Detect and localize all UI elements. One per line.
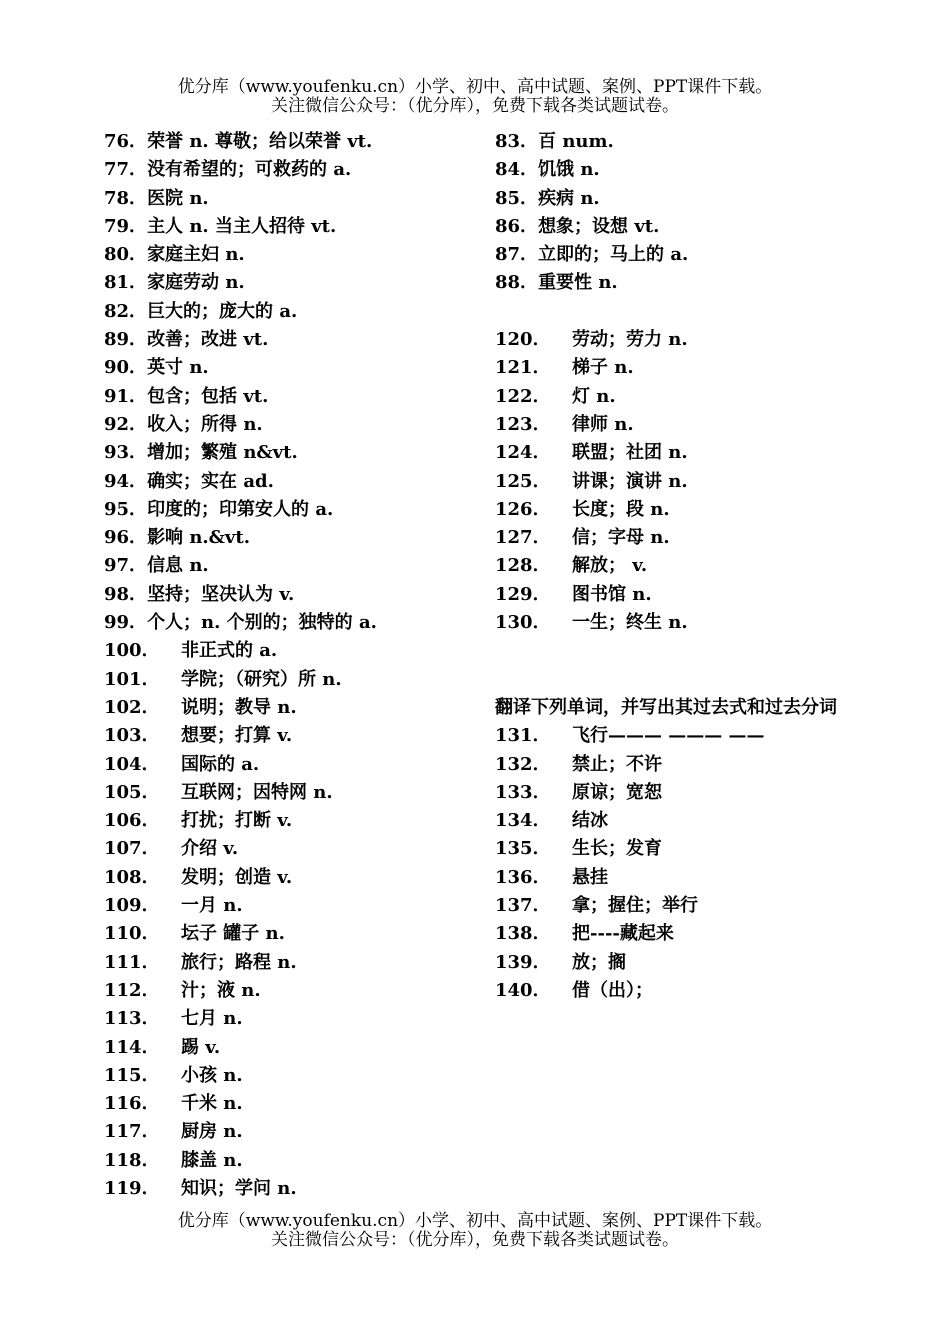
item-number: 108．: [104, 866, 160, 888]
item-text: 家庭主妇 n.: [147, 244, 245, 266]
vocab-item: [495, 807, 855, 835]
vocab-item: [495, 552, 855, 580]
item-text: 影响 n.&vt.: [147, 527, 250, 549]
item-text: 悬挂: [572, 866, 608, 888]
item-text: 互联网；因特网 n.: [181, 781, 333, 803]
vocab-item: [104, 807, 484, 835]
item-text: 荣誉 n. 尊敬；给以荣誉 vt.: [147, 131, 373, 152]
vocab-item: [104, 835, 484, 863]
item-number: 118．: [104, 1149, 160, 1171]
item-text: 千米 n.: [181, 1093, 243, 1115]
vocab-item: [104, 439, 484, 467]
item-number: 88．: [495, 272, 539, 294]
header-line-1: 优分库（www.youfenku.cn）小学、初中、高中试题、案例、PPT课件下载。: [177, 77, 773, 97]
item-number: 93．: [104, 442, 148, 464]
vocab-item: [104, 1062, 484, 1090]
vocab-item: [104, 213, 484, 241]
item-number: 91．: [104, 385, 148, 407]
item-number: 125．: [495, 470, 551, 492]
vocab-item: [104, 666, 484, 694]
item-text: 长度；段 n.: [572, 498, 670, 520]
item-text: 没有希望的；可救药的 a.: [147, 159, 352, 181]
item-text: 说明；教导 n.: [181, 696, 297, 718]
item-number: 77．: [104, 159, 148, 181]
item-number: 101．: [104, 668, 160, 690]
item-number: 139．: [495, 951, 551, 973]
item-number: 136．: [495, 866, 551, 888]
item-text: 饥饿 n.: [538, 159, 600, 181]
item-text: 汁；液 n.: [181, 979, 261, 1001]
item-number: 86．: [495, 215, 539, 237]
vocab-item: [104, 298, 484, 326]
item-number: 133．: [495, 781, 551, 803]
item-text: 想象；设想 vt.: [538, 215, 660, 237]
vocab-item: [104, 411, 484, 439]
item-text: 解放； v.: [572, 555, 648, 577]
item-text: 一生；终生 n.: [572, 612, 688, 634]
item-number: 110．: [104, 923, 160, 945]
item-number: 116．: [104, 1093, 160, 1115]
item-text: 信；字母 n.: [572, 527, 670, 549]
vocab-item: [495, 468, 855, 496]
vocab-item: [495, 326, 855, 354]
item-text: 改善；改进 vt.: [147, 329, 269, 351]
item-text: 劳动；劳力 n.: [572, 329, 688, 351]
vocab-item: [495, 977, 855, 1005]
left-column: [104, 128, 484, 1203]
item-text: 结冰: [572, 810, 608, 832]
vocab-item: [104, 1175, 484, 1203]
item-text: 医院 n.: [147, 187, 209, 209]
item-text: 疾病 n.: [538, 187, 600, 209]
vocab-item: [104, 920, 484, 948]
item-number: 119．: [104, 1177, 160, 1199]
item-text: 厨房 n.: [181, 1121, 243, 1143]
vocab-item: [495, 581, 855, 609]
vocab-item: [495, 524, 855, 552]
vocab-item: [495, 241, 855, 269]
item-number: 128．: [495, 555, 551, 577]
vocab-item: [495, 213, 855, 241]
item-number: 131．: [495, 725, 551, 747]
vocab-item: [104, 241, 484, 269]
vocab-item: [104, 1090, 484, 1118]
item-text: 家庭劳动 n.: [147, 272, 245, 294]
item-text: 生长；发育: [572, 838, 662, 860]
item-text: 禁止；不许: [572, 753, 662, 775]
item-text: 坚持；坚决认为 v.: [147, 583, 295, 605]
item-number: 80．: [104, 244, 148, 266]
vocab-item: [495, 835, 855, 863]
item-text: 个人；n. 个别的；独特的 a.: [147, 612, 377, 634]
item-number: 83．: [495, 131, 539, 152]
item-text: 膝盖 n.: [181, 1149, 243, 1171]
item-number: 99．: [104, 612, 148, 634]
item-text: 立即的；马上的 a.: [538, 244, 689, 266]
vocab-item: [495, 920, 855, 948]
item-text: 一月 n.: [181, 895, 243, 917]
item-text: 旅行；路程 n.: [181, 951, 297, 973]
vocab-item: [104, 1005, 484, 1033]
item-number: 127．: [495, 527, 551, 549]
item-number: 134．: [495, 810, 551, 832]
item-text: 把----藏起来: [572, 923, 674, 945]
vocab-group-b: [495, 326, 855, 637]
item-text: 坛子 罐子 n.: [181, 923, 285, 945]
vocab-item: [104, 892, 484, 920]
item-text: 梯子 n.: [572, 357, 634, 379]
item-text: 知识；学问 n.: [181, 1177, 297, 1199]
item-text: 图书馆 n.: [572, 583, 652, 605]
item-text: 确实；实在 ad.: [147, 470, 274, 492]
item-text: 灯 n.: [572, 385, 616, 407]
vocab-item: [104, 751, 484, 779]
vocab-item: [104, 128, 484, 156]
vocab-item: [495, 949, 855, 977]
item-number: 130．: [495, 612, 551, 634]
footer-line-2: 关注微信公众号：（优分库），免费下载各类试题试卷。: [271, 1230, 679, 1250]
item-text: 介绍 v.: [181, 838, 239, 860]
item-text: 借（出）；: [572, 979, 653, 1001]
vocab-item: [104, 949, 484, 977]
page-header: [0, 78, 950, 116]
item-number: 100．: [104, 640, 160, 662]
item-number: 84．: [495, 159, 539, 181]
page-footer: [0, 1212, 950, 1250]
item-text: 英寸 n.: [147, 357, 209, 379]
item-text: 讲课；演讲 n.: [572, 470, 688, 492]
item-number: 120．: [495, 329, 551, 351]
vocab-item: [104, 581, 484, 609]
item-text: 收入；所得 n.: [147, 413, 263, 435]
item-number: 102．: [104, 696, 160, 718]
item-number: 109．: [104, 895, 160, 917]
item-number: 104．: [104, 753, 160, 775]
item-text: 重要性 n.: [538, 272, 618, 294]
item-number: 137．: [495, 895, 551, 917]
item-number: 96．: [104, 527, 148, 549]
vocab-item: [495, 751, 855, 779]
item-number: 103．: [104, 725, 160, 747]
item-text: 放；搁: [572, 951, 626, 973]
vocab-item: [495, 156, 855, 184]
vocab-item: [104, 524, 484, 552]
item-text: 国际的 a.: [181, 753, 260, 775]
vocab-group-a: [495, 128, 855, 298]
item-number: 121．: [495, 357, 551, 379]
item-number: 112．: [104, 979, 160, 1001]
item-number: 132．: [495, 753, 551, 775]
item-text: 七月 n.: [181, 1008, 243, 1030]
item-text: 百 num.: [538, 131, 614, 152]
item-number: 92．: [104, 413, 148, 435]
item-number: 126．: [495, 498, 551, 520]
vocab-item: [104, 326, 484, 354]
item-text: 原谅；宽恕: [572, 781, 662, 803]
item-text: 联盟；社团 n.: [572, 442, 688, 464]
item-number: 76．: [104, 131, 148, 152]
item-text: 飞行——— ——— ——: [572, 725, 765, 747]
vocab-item: [495, 609, 855, 637]
item-text: 印度的；印第安人的 a.: [147, 498, 334, 520]
vocab-item: [495, 496, 855, 524]
item-text: 打扰；打断 v.: [181, 810, 293, 832]
item-number: 123．: [495, 413, 551, 435]
item-number: 114．: [104, 1036, 160, 1058]
item-number: 97．: [104, 555, 148, 577]
vocab-item: [104, 269, 484, 297]
item-number: 124．: [495, 442, 551, 464]
vocab-item: [495, 354, 855, 382]
vocab-item: [495, 722, 855, 750]
vocab-item: [495, 185, 855, 213]
vocab-item: [104, 383, 484, 411]
item-text: 增加；繁殖 n&vt.: [147, 442, 298, 464]
vocab-item: [104, 354, 484, 382]
header-line-2: 关注微信公众号：（优分库），免费下载各类试题试卷。: [271, 96, 679, 116]
vocab-item: [495, 439, 855, 467]
item-text: 信息 n.: [147, 555, 209, 577]
item-number: 85．: [495, 187, 539, 209]
vocab-item: [104, 779, 484, 807]
vocab-item: [104, 1147, 484, 1175]
vocab-item: [104, 156, 484, 184]
right-column: [495, 128, 855, 1005]
item-number: 117．: [104, 1121, 160, 1143]
item-number: 122．: [495, 385, 551, 407]
item-number: 89．: [104, 329, 148, 351]
vocab-item: [104, 977, 484, 1005]
item-number: 105．: [104, 781, 160, 803]
vocab-item: [104, 694, 484, 722]
item-text: 包含；包括 vt.: [147, 385, 269, 407]
vocab-item: [104, 864, 484, 892]
vocab-item: [104, 722, 484, 750]
vocab-group-c: [495, 722, 855, 1005]
item-number: 81．: [104, 272, 148, 294]
item-number: 138．: [495, 923, 551, 945]
item-number: 79．: [104, 215, 148, 237]
item-number: 95．: [104, 498, 148, 520]
spacer: [495, 637, 855, 665]
vocab-item: [104, 496, 484, 524]
item-number: 90．: [104, 357, 148, 379]
vocab-item: [495, 383, 855, 411]
spacer: [495, 298, 855, 326]
item-number: 113．: [104, 1008, 160, 1030]
item-number: 140．: [495, 979, 551, 1001]
item-number: 82．: [104, 300, 148, 322]
item-number: 98．: [104, 583, 148, 605]
vocab-item: [104, 185, 484, 213]
vocab-item: [104, 637, 484, 665]
item-text: 律师 n.: [572, 413, 634, 435]
item-number: 87．: [495, 244, 539, 266]
item-number: 135．: [495, 838, 551, 860]
item-text: 小孩 n.: [181, 1064, 243, 1086]
item-number: 78．: [104, 187, 148, 209]
vocab-item: [495, 779, 855, 807]
item-text: 巨大的；庞大的 a.: [147, 300, 298, 322]
vocab-item: [104, 468, 484, 496]
vocab-item: [495, 864, 855, 892]
item-text: 踢 v.: [181, 1036, 221, 1058]
vocab-item: [495, 269, 855, 297]
instruction-text: 翻译下列单词，并写出其过去式和过去分词: [495, 696, 837, 718]
vocab-item: [495, 892, 855, 920]
item-number: 111．: [104, 951, 160, 973]
item-text: 学院；（研究）所 n.: [181, 668, 342, 690]
item-number: 115．: [104, 1064, 160, 1086]
footer-line-1: 优分库（www.youfenku.cn）小学、初中、高中试题、案例、PPT课件下载。: [177, 1211, 773, 1231]
spacer: [495, 666, 855, 694]
item-text: 拿；握住；举行: [572, 895, 698, 917]
vocab-item: [104, 1118, 484, 1146]
item-text: 主人 n. 当主人招待 vt.: [147, 215, 337, 237]
vocab-item: [104, 1034, 484, 1062]
item-text: 发明；创造 v.: [181, 866, 293, 888]
item-number: 106．: [104, 810, 160, 832]
item-number: 129．: [495, 583, 551, 605]
vocab-item: [104, 552, 484, 580]
item-number: 94．: [104, 470, 148, 492]
item-text: 非正式的 a.: [181, 640, 278, 662]
item-number: 107．: [104, 838, 160, 860]
item-text: 想要；打算 v.: [181, 725, 293, 747]
vocab-item: [104, 609, 484, 637]
vocab-item: [495, 411, 855, 439]
vocab-item: [495, 128, 855, 156]
